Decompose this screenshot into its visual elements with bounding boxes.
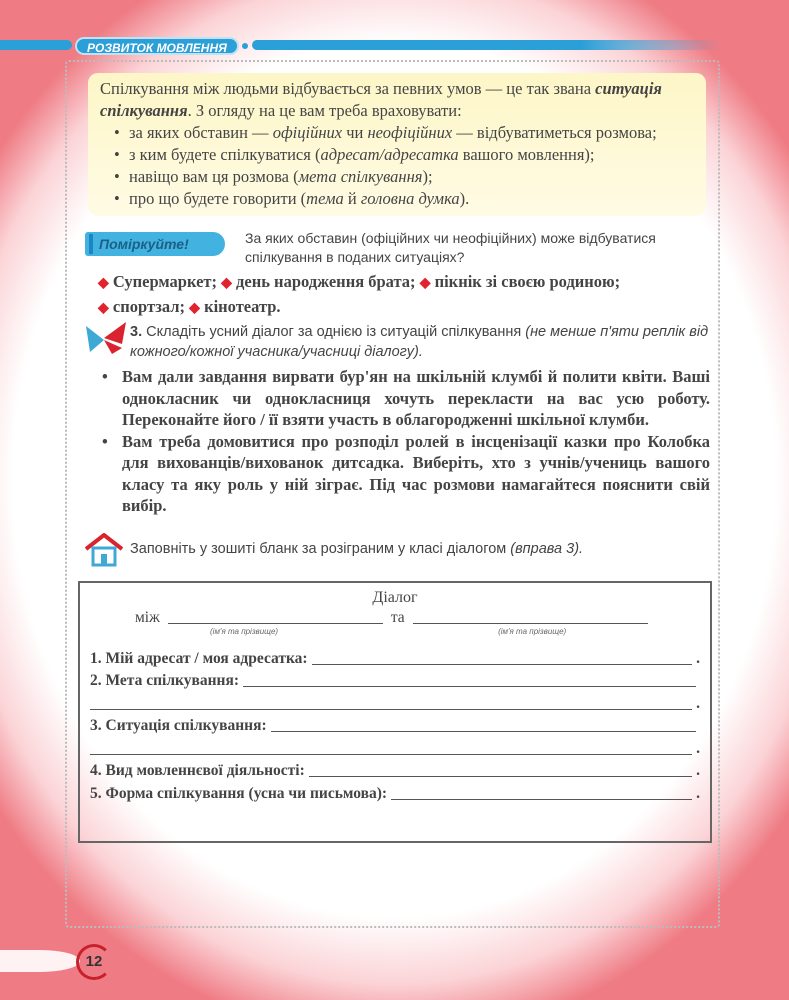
hint-1: (ім'я та прізвище) [210,627,279,636]
diamond-icon: ◆ [221,276,232,291]
info-term: ситуація спілкування [100,79,662,120]
field-situation-cont: . [90,735,700,758]
think-label: Поміркуйте! [85,232,225,256]
field-line[interactable] [90,754,692,755]
situations-list [98,270,708,320]
situation: Супермаркет; [112,272,217,291]
header-stripe [0,40,72,50]
butterfly-icon [82,318,128,358]
hint-2: (ім'я та прізвище) [498,627,567,636]
participant-1-line[interactable] [168,623,383,624]
diamond-icon: ◆ [98,276,109,291]
page-number: 12 [76,944,112,980]
participant-2-line[interactable] [413,623,648,624]
situation: пікнік зі своєю родиною; [434,272,621,291]
field-line[interactable] [309,776,692,777]
info-text: Спілкування між людьми відбувається за певних умов — це так звана [100,79,596,98]
task-item: • Вам дали завдання вирвати бур'ян на шкільній клумбі й полити квіти. Ваші однокласник чи однокласниця хочуть перекласти на вас усю роботу. Переконайте його / її взяти участь в облагородженні шкільної клумби. [100,366,710,431]
think-question: За яких обставин (офіційних чи неофіційних) може відбуватися спілкування в поданих ситуаціях? [245,230,656,265]
info-text-end: . З огляду на це вам треба враховувати: [187,101,462,120]
situation: спортзал; [112,297,186,316]
field-line[interactable] [90,709,692,710]
info-box [88,73,706,216]
house-icon [84,533,124,567]
situation: день народження брата; [236,272,416,291]
form-title: Діалог [372,589,418,606]
situation: кінотеатр. [204,297,281,316]
field-purpose: 2. Мета спілкування: [90,668,700,691]
diamond-icon: ◆ [419,276,431,291]
diamond-icon: ◆ [189,301,200,316]
info-item: • навіщо вам ця розмова (мета спілкування); [114,166,694,188]
info-item: • з ким будете спілкуватися (адресат/адресатка вашого мовлення); [114,144,694,166]
info-item: • за яких обставин — офіційних чи неофіційних — відбуватиметься розмова; [114,122,694,144]
field-line[interactable] [391,799,692,800]
header-line [252,40,722,50]
header-dot [242,43,248,49]
task-item: • Вам треба домовитися про розподіл ролей в інсценізації казки про Колобка для вихованців/вихованок дитсадка. Виберіть, хто з учнів/учениць вашого класу та яку роль у ній зіграє. Під час розмови намагайтеся пояснити свій вибір. [100,431,710,517]
field-purpose-cont: . [90,690,700,713]
decorative-swoosh [0,950,80,972]
field-situation: 3. Ситуація спілкування: [90,713,700,736]
info-intro [100,78,694,122]
info-item: • про що будете говорити (тема й головна думка). [114,188,694,210]
homework-text: Заповніть у зошиті бланк за розіграним у класі діалогом (вправа 3). [130,541,584,557]
field-addressee: 1. Мій адресат / моя адресатка: . [90,649,700,667]
field-line[interactable] [312,664,693,665]
exercise-3: 3. Складіть усний діалог за однією із ситуацій спілкування (не менше п'яти реплік від кожного/кожної учасника/учасниці діалогу). [130,324,709,360]
dialog-form [78,581,712,843]
field-line[interactable] [271,731,696,732]
participants-row: між та [90,607,700,627]
field-line[interactable] [243,686,696,687]
diamond-icon: ◆ [98,301,109,316]
task-list [100,366,710,517]
section-label: РОЗВИТОК МОВЛЕННЯ [75,37,239,55]
field-activity: 4. Вид мовленнєвої діяльності: . [90,762,700,779]
field-form: 5. Форма спілкування (усна чи письмова): . [90,784,700,802]
